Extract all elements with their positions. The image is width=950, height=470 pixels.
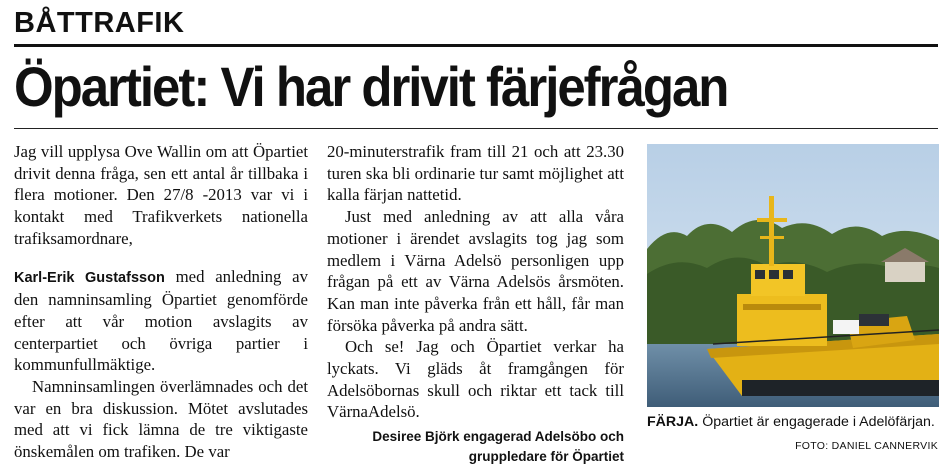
photo-credit: FOTO: DANIEL CANNERVIK — [795, 440, 938, 452]
signature-line-1: Desiree Björk engagerad Adelsöbo och — [372, 429, 624, 445]
paragraph-6: Och se! Jag och Öpartiet verkar ha lyckats. Vi gläds åt framgången för Adelsöbornas skull och riktar ett tack till VärnaAdelsö. — [327, 337, 624, 422]
paragraph-2-text: med anledning av den namninsamling Öpartiet genomförde efter att vår motion avslagits av centerpartiet och övriga partier i kommunfullmäktige. — [14, 266, 308, 375]
article-column-2 — [327, 141, 624, 467]
signature-line-2: gruppledare för Öpartiet — [468, 449, 624, 465]
photo-caption — [647, 412, 939, 432]
paragraph-4: 20-minuterstrafik fram till 21 och att 23.30 turen ska bli ordinarie tur samt möjlighet att kalla färjan nattetid. — [327, 142, 624, 205]
section-rule — [14, 44, 938, 47]
paragraph-1: Jag vill upplysa Ove Wallin om att Öpartiet drivit denna fråga, sen ett antal år tillbaka i flera motioner. Den 27/8 -2013 var vi i kontakt med Trafikverkets nationella trafiksamordnare, — [14, 142, 308, 248]
caption-text: Öpartiet är engagerade i Adelöfärjan. — [698, 414, 935, 430]
paragraph-5: Just med anledning av att alla våra motioner i ärendet avslagits tog jag som medlem i Värna Adelsö personligen upp frågan på ett av Värna Adelsös årsmöten. Kan man inte påverka från ett håll, får man försöka påverka på andra sätt. — [327, 207, 624, 335]
person-name: Karl-Erik Gustafsson — [14, 269, 165, 286]
paragraph-2 — [14, 266, 308, 377]
headline: Öpartiet: Vi har drivit färjefrågan — [14, 55, 728, 118]
caption-lead: FÄRJA. — [647, 414, 699, 430]
headline-rule — [14, 128, 938, 129]
paragraph-3: Namninsamlingen överlämnades och det var en bra diskussion. Mötet avslutades med att vi fick lämna de tre viktigaste önskemålen om trafiken. De var — [14, 377, 308, 462]
signature — [327, 427, 624, 467]
ferry-photo — [647, 144, 939, 407]
section-label: BÅTTRAFIK — [14, 7, 185, 39]
article-column-1 — [14, 141, 308, 463]
